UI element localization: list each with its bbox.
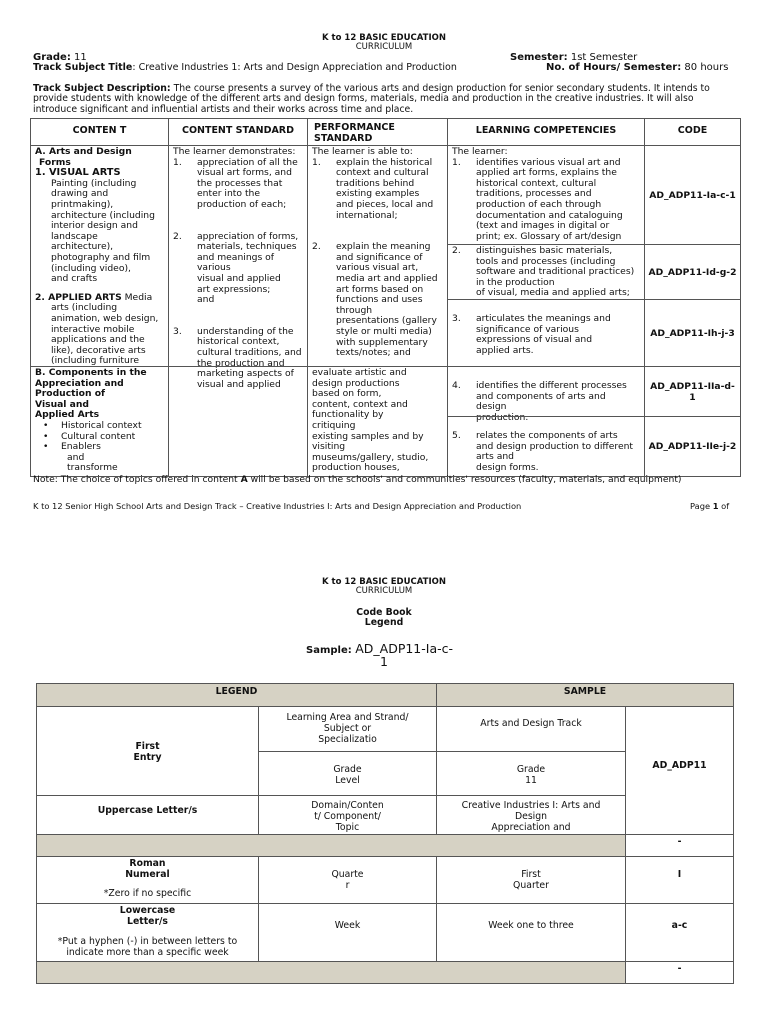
competency-code-text: AD_ADP11-Id-g-2	[648, 266, 737, 278]
section-b-extra	[35, 453, 164, 474]
text-line: texts/notes; and	[336, 347, 411, 359]
text-line: museums/gallery, studio,	[312, 451, 429, 463]
competency-text	[476, 158, 623, 243]
text-line: articulates the meanings and	[476, 313, 611, 324]
lasub-l1: Learning Area and Strand/	[286, 712, 409, 723]
lasub-l3: Specializatio	[318, 734, 377, 745]
content-standard-list	[173, 158, 303, 391]
text-line: presentations (gallery	[336, 315, 437, 327]
roman-cell	[36, 856, 259, 904]
text-line: visual and applied	[197, 378, 281, 390]
lasub-sample-text: Arts and Design Track	[480, 718, 582, 729]
hours-line	[546, 62, 728, 73]
sample-code: AD_ADP11-Ia-c-	[355, 641, 454, 656]
lasub-l2: Subject or	[323, 723, 372, 734]
dash-2: -	[677, 963, 682, 974]
competency-code	[644, 299, 741, 367]
grade-sample-l1: Grade	[516, 764, 546, 775]
performance-standard-a	[307, 145, 448, 367]
text-line: visual art forms, and	[197, 167, 292, 179]
text-line: critiquing	[312, 419, 356, 431]
sample-label: Sample:	[306, 645, 356, 656]
text-line: architecture),	[51, 241, 114, 253]
applied-arts-first: Media	[121, 291, 153, 303]
bullet-icon: •	[43, 419, 49, 431]
text-line: relates the components of arts	[476, 430, 618, 441]
text-line: the processes that	[197, 177, 283, 189]
week-sample-text: Week one to three	[488, 920, 574, 931]
competency-code-text: AD_ADP11-IIa-d-1	[650, 380, 735, 403]
text-line: historical context,	[197, 336, 280, 348]
numbered-item	[312, 242, 443, 359]
text-line: explain the meaning	[336, 241, 431, 253]
item-number: 2.	[312, 241, 321, 253]
text-line: evaluate artistic and	[312, 367, 407, 378]
lowercase-cell	[36, 903, 259, 962]
note-pre: Note: The choice of topics offered in content	[33, 474, 241, 485]
text-line: Production of	[35, 388, 106, 400]
grade-level-cell	[258, 751, 437, 796]
text-line: interior design and	[51, 220, 138, 232]
domain-sample-l2: Design	[514, 811, 548, 822]
competency-code-text: AD_ADP11-Ia-c-1	[649, 189, 736, 201]
first-code-text: AD_ADP11	[652, 760, 707, 771]
competency-item	[452, 158, 640, 243]
item-body	[336, 242, 438, 359]
hours-value: 80 hours	[684, 62, 729, 73]
item-number: 2.	[173, 230, 182, 242]
competency-code-text: AD_ADP11-Ih-j-3	[650, 327, 735, 339]
text-line: the production and	[197, 357, 285, 369]
text-line: expressions of visual and	[476, 334, 593, 346]
text-line: in the production	[476, 276, 555, 288]
text-line: functionality by	[312, 409, 384, 421]
col-header-learning-competencies	[447, 118, 645, 146]
text-line: (text and images in digital or	[476, 220, 610, 232]
domain-sample-l3: Appreciation and	[491, 822, 571, 833]
numbered-item	[173, 158, 303, 211]
text-line: and	[67, 451, 85, 463]
text-line: (including video),	[51, 262, 131, 274]
text-line: tools and processes (including	[476, 255, 616, 267]
lasub-sample	[436, 706, 626, 752]
roman-code: I	[677, 869, 682, 880]
text-line: traditions behind	[336, 177, 415, 189]
text-line: existing examples	[336, 188, 420, 200]
section-b-title	[35, 368, 164, 421]
competency-item	[452, 431, 640, 473]
competency-code	[644, 366, 741, 417]
applied-arts-list	[35, 303, 164, 367]
footer-left: K to 12 Senior High School Arts and Design Track – Creative Industries I: Arts and Design Appreciation and Production	[33, 501, 522, 511]
performance-standard-intro: The learner is able to:	[312, 146, 413, 157]
content-standard-a	[168, 145, 308, 390]
section-a-title-2: Forms	[39, 156, 71, 168]
lasub-cell	[258, 706, 437, 752]
col-header-performance-standard	[307, 118, 448, 146]
uppercase-text: Uppercase Letter/s	[97, 805, 198, 816]
text-line: transforme	[67, 462, 118, 474]
competency-number: 3.	[452, 313, 461, 324]
legend-col-header	[36, 683, 437, 707]
week-sample	[436, 903, 626, 962]
text-line: explain the historical	[336, 156, 433, 168]
text-line: functions and uses	[336, 294, 423, 306]
footer-page-pre: Page	[690, 501, 713, 511]
content-section-b	[30, 366, 169, 477]
text-line: appreciation of all the	[197, 156, 298, 168]
col-header-learning-competencies-text: LEARNING COMPETENCIES	[475, 125, 617, 136]
dash-1: -	[677, 836, 682, 847]
grade-level-l1: Grade	[333, 764, 362, 775]
text-line: based on form,	[312, 388, 382, 400]
quarter-l2: r	[345, 880, 350, 891]
desc-line-2: provide students with knowledge of the different arts and design forms, materials, media and production in the creative industries. It will also	[33, 93, 694, 105]
text-line: historical context, cultural	[476, 177, 597, 189]
text-line: marketing aspects of	[197, 368, 294, 380]
text-line: like), decorative arts	[51, 344, 146, 356]
semester-label: Semester:	[510, 52, 568, 63]
content-standard-b	[168, 366, 308, 477]
text-line: applications and the	[51, 334, 145, 346]
performance-standard-b	[307, 366, 448, 477]
competency-number: 5.	[452, 430, 461, 441]
desc-line-3: introduce significant and influential artists and their works across time and place.	[33, 103, 414, 115]
first-entry-l2: Entry	[133, 752, 162, 763]
competency-number: 4.	[452, 380, 461, 391]
text-line: landscape	[51, 230, 98, 242]
dash-cell-1	[625, 834, 734, 857]
text-line: various	[197, 262, 231, 274]
text-line: software and traditional practices)	[476, 266, 635, 278]
text-line: through	[336, 304, 373, 316]
text-line: visual and applied	[197, 272, 281, 284]
text-line: significance of various	[476, 323, 579, 335]
legend-title: Legend	[364, 617, 404, 628]
week-code: a-c	[671, 920, 688, 931]
text-line: and	[197, 294, 215, 306]
track-line	[33, 62, 457, 73]
text-line: Applied Arts	[35, 409, 100, 421]
competency-item	[452, 314, 640, 356]
text-line: production.	[476, 411, 529, 423]
domain-l1: Domain/Conten	[311, 800, 384, 811]
competency-code-text: AD_ADP11-IIe-j-2	[648, 441, 737, 452]
text-line: art expressions;	[197, 283, 271, 295]
text-line: animation, web design,	[51, 312, 159, 324]
legend-col-header-text: LEGEND	[215, 686, 258, 697]
text-line: and design production to different	[476, 440, 634, 452]
competency-number: 2.	[452, 245, 461, 256]
competency-cell	[447, 145, 645, 245]
text-line: (including furniture	[51, 355, 140, 367]
text-line: production houses,	[312, 462, 400, 474]
item-body	[197, 232, 298, 306]
competency-text	[476, 314, 611, 356]
text-line: arts (including	[51, 302, 118, 314]
text-line: drawing and	[51, 188, 109, 200]
bullet-text: Cultural content	[61, 430, 136, 442]
item-number: 1.	[312, 156, 321, 168]
bullet-text: Historical context	[61, 419, 142, 431]
text-line: and crafts	[51, 273, 98, 285]
content-section-a	[30, 145, 169, 367]
text-line: architecture (including	[51, 209, 155, 221]
quarter-sample-l1: First	[521, 869, 541, 880]
domain-sample-l1: Creative Industries I: Arts and	[461, 800, 601, 811]
competency-code	[644, 416, 741, 477]
text-line: design	[476, 401, 507, 413]
grade-sample	[436, 751, 626, 796]
competency-item	[452, 246, 640, 299]
text-line: arts and	[476, 451, 515, 463]
week-text: Week	[334, 920, 361, 931]
lower-l2: Letter/s	[127, 916, 168, 927]
text-line: identifies the different processes	[476, 380, 627, 391]
separator-row-1	[36, 834, 626, 857]
page1-header-line2: CURRICULUM	[355, 42, 413, 52]
text-line: media art and applied	[336, 272, 438, 284]
competency-cell	[447, 244, 645, 300]
dash-cell-2	[625, 961, 734, 984]
first-code-cell	[625, 706, 734, 835]
bullet-icon: •	[43, 441, 49, 453]
text-line: interactive mobile	[51, 323, 135, 335]
note-bold: A	[240, 474, 248, 485]
text-line: existing samples and by	[312, 430, 424, 442]
competency-cell	[447, 299, 645, 367]
lower-note-l2: indicate more than a specific week	[66, 947, 229, 958]
text-line: applied art forms, explains the	[476, 167, 617, 179]
text-line: enter into the	[197, 188, 261, 200]
roman-code-cell	[625, 856, 734, 904]
first-entry-cell	[36, 706, 259, 796]
text-line: international;	[336, 209, 398, 221]
col-header-content-standard-text: CONTENT STANDARD	[181, 125, 295, 136]
sample-code-2: 1	[380, 654, 388, 669]
text-line: traditions, processes and	[476, 188, 592, 200]
week-code-cell	[625, 903, 734, 962]
desc-label: Track Subject Description:	[33, 83, 171, 94]
item-body	[336, 158, 433, 222]
competencies-intro: The learner:	[452, 146, 508, 157]
note-post: will be based on the schools' and communities' resources (faculty, materials, and equipment)	[247, 474, 682, 485]
text-line: production of each through	[476, 198, 602, 210]
text-line: photography and film	[51, 251, 151, 263]
competency-cell	[447, 416, 645, 477]
grade-label: Grade:	[33, 52, 71, 63]
visual-arts-list	[35, 179, 164, 285]
first-entry-l1: First	[135, 741, 160, 752]
text-line: design forms.	[476, 461, 539, 473]
footer-page-post: of	[718, 501, 730, 511]
domain-l2: t/ Component/	[314, 811, 381, 822]
col-header-performance-standard-text: PERFORMANCE STANDARD	[314, 122, 395, 144]
bullet-text: Enablers	[61, 441, 101, 453]
performance-standard-b-lines	[312, 368, 443, 474]
competency-cell	[447, 366, 645, 423]
bullet-item	[43, 442, 164, 453]
week-cell	[258, 903, 437, 962]
semester-value: 1st Semester	[570, 52, 638, 63]
hours-label: No. of Hours/ Semester:	[546, 62, 682, 73]
domain-cell	[258, 795, 437, 835]
item-body	[197, 158, 298, 211]
footer-page-num: 1	[712, 501, 719, 511]
quarter-cell	[258, 856, 437, 904]
page2-header-line2: CURRICULUM	[355, 586, 413, 596]
sample-col-header	[436, 683, 734, 707]
text-line: Visual and	[35, 398, 89, 410]
text-line: of visual, media and applied arts;	[476, 287, 630, 299]
numbered-item	[173, 232, 303, 306]
text-line: production of each;	[197, 198, 287, 210]
page2-header-line1: K to 12 BASIC EDUCATION	[322, 577, 446, 587]
text-line: design productions	[312, 377, 400, 389]
col-header-code	[644, 118, 741, 146]
item-number: 3.	[173, 325, 182, 337]
competency-number: 1.	[452, 156, 461, 168]
grade-level-l2: Level	[335, 775, 360, 786]
quarter-sample-l2: Quarter	[513, 880, 549, 891]
lower-l1: Lowercase	[119, 905, 176, 916]
text-line: art forms based on	[336, 283, 424, 295]
bullet-icon: •	[43, 430, 49, 442]
lower-note-l1: *Put a hyphen (-) in between letters to	[57, 936, 238, 947]
visual-arts-title: 1. VISUAL ARTS	[35, 167, 121, 179]
text-line: materials, techniques	[197, 241, 297, 253]
competency-text	[476, 246, 634, 299]
section-a-title: A. Arts and Design	[35, 146, 132, 157]
text-line: Appreciation and	[35, 377, 124, 389]
col-header-content-standard	[168, 118, 308, 146]
text-line: print; ex. Glossary of art/design	[476, 230, 622, 242]
col-header-content	[30, 118, 169, 146]
text-line: B. Components in the	[35, 367, 147, 378]
track-label: Track Subject Title	[33, 62, 133, 73]
performance-standard-list	[312, 158, 443, 359]
numbered-item	[312, 158, 443, 222]
domain-l3: Topic	[335, 822, 360, 833]
quarter-l1: Quarte	[331, 869, 364, 880]
quarter-sample	[436, 856, 626, 904]
roman-l1: Roman	[129, 858, 166, 869]
text-line: context and cultural	[336, 167, 429, 179]
text-line: visiting	[312, 441, 346, 453]
text-line: and meanings of	[197, 251, 275, 263]
text-line: cultural traditions, and	[197, 346, 302, 358]
text-line: distinguishes basic materials,	[476, 245, 613, 256]
bullet-item	[43, 421, 164, 432]
text-line: Painting (including	[51, 177, 137, 189]
competency-code	[644, 145, 741, 245]
col-header-content-text: CONTEN T	[72, 125, 127, 136]
text-line: printmaking),	[51, 198, 114, 210]
col-header-code-text: CODE	[677, 125, 708, 136]
text-line: and components of arts and	[476, 390, 606, 402]
competency-text	[476, 431, 633, 473]
text-line: and significance of	[336, 251, 423, 263]
competency-code	[644, 244, 741, 300]
track-value: : Creative Industries 1: Arts and Design Appreciation and Production	[132, 62, 457, 73]
text-line: and pieces, local and	[336, 198, 434, 210]
text-line: documentation and cataloguing	[476, 209, 623, 221]
content-standard-intro: The learner demonstrates:	[173, 146, 296, 157]
domain-sample	[436, 795, 626, 835]
grade-sample-l2: 11	[525, 775, 537, 786]
text-line: with supplementary	[336, 336, 428, 348]
text-line: identifies various visual art and	[476, 156, 621, 168]
text-line: style or multi media)	[336, 325, 432, 337]
grade-value: 11	[74, 52, 87, 63]
uppercase-cell	[36, 795, 259, 835]
item-number: 1.	[173, 156, 182, 168]
text-line: applied arts.	[476, 344, 534, 356]
text-line: various visual art,	[336, 262, 419, 274]
page1-header-line1: K to 12 BASIC EDUCATION	[322, 33, 446, 43]
footer-page	[690, 501, 729, 511]
text-line: understanding of the	[197, 325, 294, 337]
text-line: content, context and	[312, 398, 408, 410]
track-description	[33, 84, 738, 115]
roman-note: *Zero if no specific	[103, 888, 192, 899]
separator-row-2	[36, 961, 626, 984]
desc-line-1: The course presents a survey of the various arts and design production for senior secondary students. It intends to	[170, 83, 710, 94]
applied-arts-title: 2. APPLIED ARTS	[35, 291, 122, 303]
roman-l2: Numeral	[125, 869, 170, 880]
note-line	[33, 474, 682, 485]
codebook-title: Code Book	[356, 607, 412, 618]
sample-col-header-text: SAMPLE	[563, 686, 607, 697]
section-b-bullets	[35, 421, 164, 453]
text-line: appreciation of forms,	[197, 230, 299, 242]
